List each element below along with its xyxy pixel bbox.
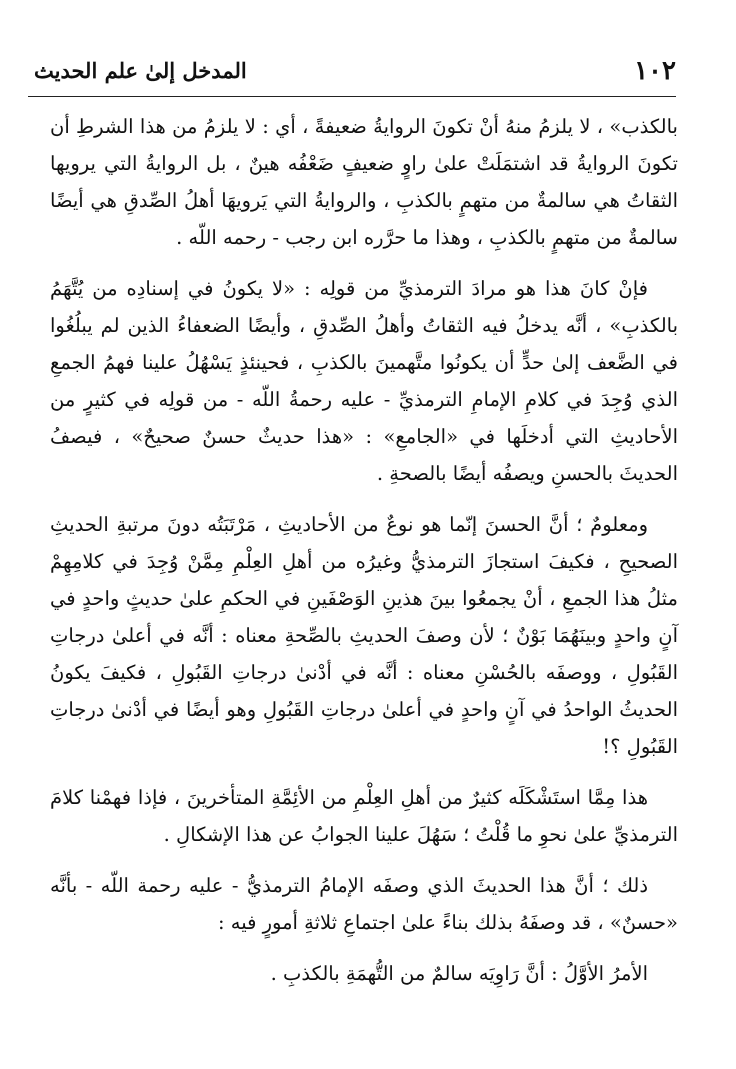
paragraph-5: ذلك ؛ أنَّ هذا الحديثَ الذي وصفَه الإمامُ الترمذيُّ - عليه رحمة اللّه - بأنَّه «حسنٌ» ، قد وصفَهُ بذلك بناءً علىٰ اجتماعِ ثلاثةِ أمورٍ فيه : (50, 874, 678, 934)
paragraph-3: ومعلومٌ ؛ أنَّ الحسنَ إنّما هو نوعٌ من الأحاديثِ ، مَرْتَبَتُه دونَ مرتبةِ الحديثِ الصحيحِ ، فكيفَ استجازَ الترمذيُّ وغيرُه من أهلِ العِلْمِ مِمَّنْ وُجِدَ في كلامِهِمْ مثلُ هذا الجمعِ ، أنْ يجمعُوا بينَ هذينِ الوَصْفَينِ في الحكمِ علىٰ حديثٍ واحدٍ في آنٍ واحدٍ وبينَهُمَا بَوْنٌ ؛ لأن وصفَ الحديثِ بالصِّحةِ معناه : أنَّه في أعلىٰ درجاتِ القَبُولِ ، ووصفَه بالحُسْنِ معناه : أنَّه في أدْنىٰ درجاتِ القَبُولِ ، فكيفَ يكونُ الحديثُ الواحدُ في آنٍ واحدٍ في أعلىٰ درجاتِ القَبُولِ وهو أيضًا في أدْنىٰ درجاتِ القَبُولِ ؟! (50, 513, 678, 758)
paragraph-2: فإنْ كانَ هذا هو مرادَ الترمذيِّ من قولِه : «لا يكونُ في إسنادِه من يُتَّهَمُ بالكذبِ» ، أنَّه يدخلُ فيه الثقاتُ وأهلُ الصِّدقِ ، وأيضًا الضعفاءُ الذين لم يبلُغُوا في الضَّعف إلىٰ حدٍّ أن يكونُوا متَّهمينَ بالكذبِ ، فحينئذٍ يَسْهُلُ علينا فهمُ الجمعِ الذي وُجِدَ في كلامِ الإمامِ الترمذيِّ - عليه رحمةُ اللّه - من قولِه في كثيرٍ من الأحاديثِ التي أدخلَها في «الجامعِ» : «هذا حديثٌ حسنٌ صحيحٌ» ، فيصفُ الحديثَ بالحسنِ ويصفُه أيضًا بالصحةِ . (50, 277, 678, 485)
page-number: ١٠٢ (634, 56, 676, 86)
paragraph-6: الأمرُ الأوَّلُ : أنَّ رَاوِيَه سالمٌ من التُّهمَةِ بالكذبِ . (270, 962, 648, 985)
header-divider (28, 96, 676, 97)
paragraph-1: بالكذب» ، لا يلزمُ منهُ أنْ تكونَ الروايةُ ضعيفةً ، أي : لا يلزمُ من هذا الشرطِ أن تكونَ الروايةُ قد اشتمَلَتْ علىٰ راوٍ ضعيفٍ ضَعْفُه هينٌ ، بل الروايةُ التي يرويها الثقاتُ هي سالمةٌ من متهمٍ بالكذبِ ، والروايةُ التي يَرويهَا أهلُ الصِّدقِ هي أيضًا سالمةٌ من متهمٍ بالكذبِ ، وهذا ما حرَّره ابن رجب - رحمه اللّه . (50, 115, 678, 249)
page-header (28, 54, 676, 94)
running-title: المدخل إلىٰ علم الحديث (34, 58, 247, 83)
paragraph-4: هذا مِمَّا استَشْكَلَه كثيرٌ من أهلِ العِلْمِ من الأئِمَّةِ المتأخرينَ ، فإذا فهمْنا كلامَ الترمذيِّ علىٰ نحوِ ما قُلْتُ ؛ سَهُلَ علينا الجوابُ عن هذا الإشكالِ . (50, 786, 678, 846)
page-body (50, 108, 678, 1006)
